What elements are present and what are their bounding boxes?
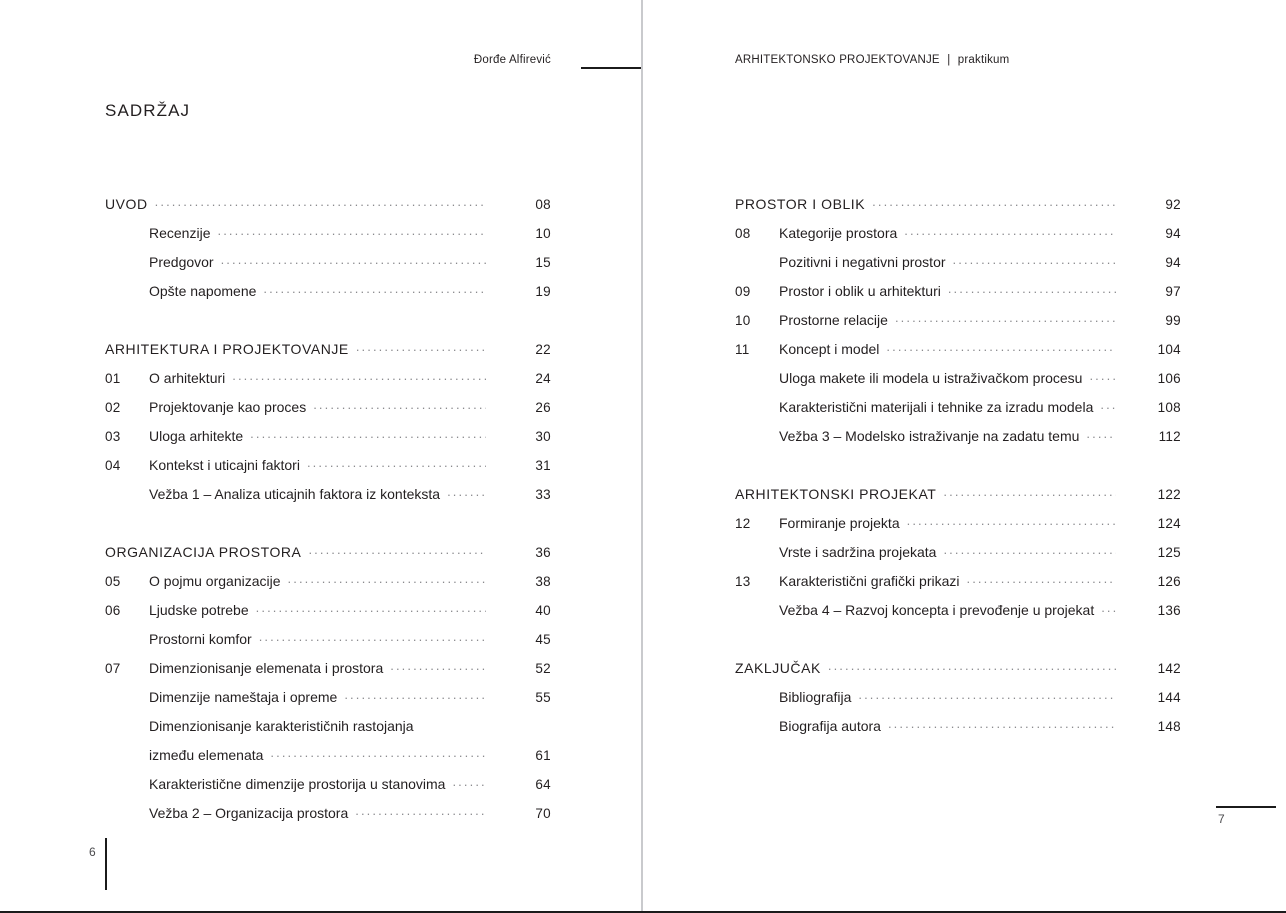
toc-entry-label: Prostorne relacije — [779, 312, 888, 328]
toc-dot-leader — [356, 339, 486, 354]
toc-page-number: 94 — [1165, 255, 1181, 270]
toc-page-number: 136 — [1157, 603, 1181, 618]
toc-dot-leader — [250, 426, 486, 441]
toc-dot-leader — [943, 542, 1116, 557]
running-head-separator: | — [947, 54, 951, 66]
toc-page-number: 70 — [535, 806, 551, 821]
toc-entry-label: Dimenzionisanje karakterističnih rastojanja — [149, 718, 414, 734]
toc-page-number: 10 — [535, 226, 551, 241]
folio-right: 7 — [1218, 812, 1225, 826]
toc-dot-leader — [308, 542, 486, 557]
toc-page-number: 92 — [1165, 197, 1181, 212]
page-title: SADRŽAJ — [105, 101, 191, 120]
toc-page-number: 122 — [1157, 487, 1181, 502]
toc-dot-leader — [232, 368, 486, 383]
toc-page-number: 61 — [535, 748, 551, 763]
toc-entry-label: PROSTOR I OBLIK — [735, 196, 866, 212]
toc-page-number: 24 — [535, 371, 551, 386]
toc-page-number: 112 — [1158, 429, 1181, 444]
toc-entry[interactable] — [735, 660, 1181, 689]
toc-dot-leader — [872, 194, 1116, 209]
toc-entry[interactable] — [735, 341, 1181, 370]
toc-entry[interactable] — [105, 776, 551, 805]
toc-entry[interactable] — [735, 544, 1181, 573]
toc-entry-label: Vrste i sadržina projekata — [779, 544, 937, 560]
toc-entry[interactable] — [105, 399, 551, 428]
toc-page-number: 99 — [1165, 313, 1181, 328]
toc-dot-leader — [307, 455, 486, 470]
toc-entry[interactable] — [105, 805, 551, 834]
toc-entry-label: O arhitekturi — [149, 370, 226, 386]
toc-entry[interactable] — [105, 544, 551, 573]
running-head-author: Đorđe Alfirević — [473, 54, 551, 66]
toc-entry[interactable] — [735, 225, 1181, 254]
toc-page-number: 126 — [1157, 574, 1181, 589]
toc-entry-number: 01 — [105, 371, 121, 386]
toc-entry-label: Kategorije prostora — [779, 225, 898, 241]
toc-entry-label: ORGANIZACIJA PROSTORA — [105, 544, 302, 560]
toc-entry[interactable] — [105, 689, 551, 718]
folio-left: 6 — [89, 845, 96, 859]
toc-dot-leader — [888, 716, 1116, 731]
toc-entry-label: Recenzije — [149, 225, 211, 241]
running-head-rule-left — [581, 67, 641, 69]
toc-dot-leader — [390, 658, 486, 673]
toc-entry[interactable] — [735, 196, 1181, 225]
toc-entry-label: Vežba 2 – Organizacija prostora — [149, 805, 349, 821]
toc-entry[interactable] — [105, 428, 551, 457]
toc-entry[interactable] — [105, 747, 551, 776]
toc-page-number: 124 — [1157, 516, 1181, 531]
toc-entry-label: Pozitivni i negativni prostor — [779, 254, 946, 270]
toc-dot-leader — [886, 339, 1116, 354]
toc-entry[interactable] — [105, 196, 551, 225]
toc-page-number: 142 — [1157, 661, 1181, 676]
toc-entry[interactable] — [105, 254, 551, 283]
toc-page-number: 148 — [1157, 719, 1181, 734]
toc-dot-leader — [256, 600, 486, 615]
toc-entry-label: Bibliografija — [779, 689, 852, 705]
toc-dot-leader — [217, 223, 486, 238]
toc-entry-number: 09 — [735, 284, 751, 299]
toc-entry-number: 08 — [735, 226, 751, 241]
toc-page-number: 38 — [535, 574, 551, 589]
toc-page-number: 33 — [535, 487, 551, 502]
toc-entry-label: ZAKLJUČAK — [735, 660, 821, 676]
toc-entry-number: 06 — [105, 603, 121, 618]
toc-entry[interactable] — [735, 370, 1181, 399]
toc-entry-label: Ljudske potrebe — [149, 602, 249, 618]
toc-entry-label: Dimenzionisanje elemenata i prostora — [149, 660, 384, 676]
toc-dot-leader — [313, 397, 486, 412]
toc-dot-leader — [155, 194, 486, 209]
toc-entry[interactable] — [105, 370, 551, 399]
toc-page-number: 55 — [535, 690, 551, 705]
toc-page-number: 26 — [535, 400, 551, 415]
toc-entry-label: Opšte napomene — [149, 283, 257, 299]
toc-page-number: 104 — [1157, 342, 1181, 357]
toc-entry[interactable] — [105, 602, 551, 631]
toc-entry[interactable] — [105, 573, 551, 602]
toc-dot-leader — [907, 513, 1116, 528]
toc-page-number: 108 — [1157, 400, 1181, 415]
running-head-main: ARHITEKTONSKO PROJEKTOVANJE — [735, 54, 940, 66]
toc-dot-leader — [967, 571, 1117, 586]
page-gutter — [641, 0, 643, 913]
toc-page-number: 64 — [535, 777, 551, 792]
toc-entry-label: Kontekst i uticajni faktori — [149, 457, 300, 473]
toc-entry[interactable] — [105, 225, 551, 254]
toc-entry-label: ARHITEKTONSKI PROJEKAT — [735, 486, 937, 502]
toc-entry-number: 07 — [105, 661, 121, 676]
toc-entry-number: 13 — [735, 574, 751, 589]
toc-dot-leader — [259, 629, 486, 644]
toc-dot-leader — [953, 252, 1116, 267]
toc-page-number: 106 — [1157, 371, 1181, 386]
toc-entry-label: O pojmu organizacije — [149, 573, 281, 589]
toc-dot-leader — [895, 310, 1116, 325]
toc-page-number: 15 — [535, 255, 551, 270]
toc-entry-label: Vežba 1 – Analiza uticajnih faktora iz konteksta — [149, 486, 441, 502]
toc-entry[interactable] — [105, 718, 551, 747]
toc-entry-label: Koncept i model — [779, 341, 880, 357]
toc-dot-leader — [263, 281, 486, 296]
toc-entry[interactable] — [105, 283, 551, 312]
toc-entry[interactable] — [735, 283, 1181, 312]
toc-entry[interactable] — [735, 573, 1181, 602]
toc-page-number: 125 — [1157, 545, 1181, 560]
toc-entry[interactable] — [105, 341, 551, 370]
toc-page-number: 36 — [535, 545, 551, 560]
toc-entry[interactable] — [735, 486, 1181, 515]
toc-entry-label: Karakteristične dimenzije prostorija u stanovima — [149, 776, 446, 792]
toc-dot-leader — [221, 252, 486, 267]
toc-left-column — [105, 196, 551, 834]
toc-dot-leader — [1101, 600, 1116, 615]
toc-entry-label: Dimenzije nameštaja i opreme — [149, 689, 338, 705]
toc-page-number: 94 — [1165, 226, 1181, 241]
toc-page-number: 52 — [535, 661, 551, 676]
toc-entry[interactable] — [735, 689, 1181, 718]
toc-page-number: 45 — [535, 632, 551, 647]
toc-entry-label: ARHITEKTURA I PROJEKTOVANJE — [105, 341, 349, 357]
toc-entry-label: Prostor i oblik u arhitekturi — [779, 283, 941, 299]
toc-entry-number: 10 — [735, 313, 751, 328]
toc-entry-number: 03 — [105, 429, 121, 444]
toc-entry[interactable] — [735, 254, 1181, 283]
toc-entry[interactable] — [105, 486, 551, 515]
toc-entry-label: Prostorni komfor — [149, 631, 252, 647]
toc-entry[interactable] — [105, 457, 551, 486]
running-head-title — [735, 54, 1009, 66]
toc-entry-label: Vežba 4 – Razvoj koncepta i prevođenje u projekat — [779, 602, 1095, 618]
toc-entry[interactable] — [735, 312, 1181, 341]
toc-page-number: 144 — [1157, 690, 1181, 705]
toc-entry[interactable] — [735, 718, 1181, 747]
toc-entry-label: Projektovanje kao proces — [149, 399, 307, 415]
toc-entry-label: Uloga arhitekte — [149, 428, 244, 444]
toc-dot-leader — [1089, 368, 1116, 383]
toc-dot-leader — [288, 571, 486, 586]
toc-right-column — [735, 196, 1181, 747]
toc-dot-leader — [270, 745, 486, 760]
toc-page-number: 08 — [535, 197, 551, 212]
toc-dot-leader — [344, 687, 486, 702]
toc-entry-number: 02 — [105, 400, 121, 415]
toc-dot-leader — [904, 223, 1116, 238]
toc-entry-label: Karakteristični grafički prikazi — [779, 573, 960, 589]
toc-page-number: 19 — [535, 284, 551, 299]
toc-entry-label: Biografija autora — [779, 718, 881, 734]
toc-page-number: 97 — [1165, 284, 1181, 299]
toc-dot-leader — [452, 774, 486, 789]
toc-entry[interactable] — [735, 399, 1181, 428]
toc-page-number: 31 — [535, 458, 551, 473]
toc-page-number: 22 — [535, 342, 551, 357]
toc-dot-leader — [1086, 426, 1116, 441]
toc-entry[interactable] — [735, 515, 1181, 544]
toc-entry-label: Formiranje projekta — [779, 515, 900, 531]
toc-entry-label: UVOD — [105, 196, 148, 212]
toc-entry[interactable] — [105, 631, 551, 660]
toc-entry-label: Predgovor — [149, 254, 214, 270]
toc-entry[interactable] — [105, 660, 551, 689]
toc-dot-leader — [1100, 397, 1116, 412]
toc-entry-number: 04 — [105, 458, 121, 473]
left-page — [0, 0, 641, 913]
toc-entry-number: 11 — [735, 342, 750, 357]
toc-entry-label: Karakteristični materijali i tehnike za izradu modela — [779, 399, 1094, 415]
toc-entry-number: 12 — [735, 516, 751, 531]
toc-entry-label: između elemenata — [149, 747, 264, 763]
toc-dot-leader — [948, 281, 1116, 296]
running-head-sub: praktikum — [957, 54, 1010, 66]
toc-page-number: 40 — [535, 603, 551, 618]
toc-entry-label: Uloga makete ili modela u istraživačkom procesu — [779, 370, 1083, 386]
toc-entry[interactable] — [735, 602, 1181, 631]
toc-dot-leader — [355, 803, 486, 818]
toc-entry[interactable] — [735, 428, 1181, 457]
folio-rule-left — [105, 838, 107, 890]
toc-dot-leader — [943, 484, 1116, 499]
folio-rule-right — [1216, 806, 1276, 808]
toc-dot-leader — [828, 658, 1116, 673]
toc-dot-leader — [447, 484, 486, 499]
toc-page-number: 30 — [535, 429, 551, 444]
toc-entry-label: Vežba 3 – Modelsko istraživanje na zadatu temu — [779, 428, 1080, 444]
toc-dot-leader — [858, 687, 1116, 702]
toc-entry-number: 05 — [105, 574, 121, 589]
